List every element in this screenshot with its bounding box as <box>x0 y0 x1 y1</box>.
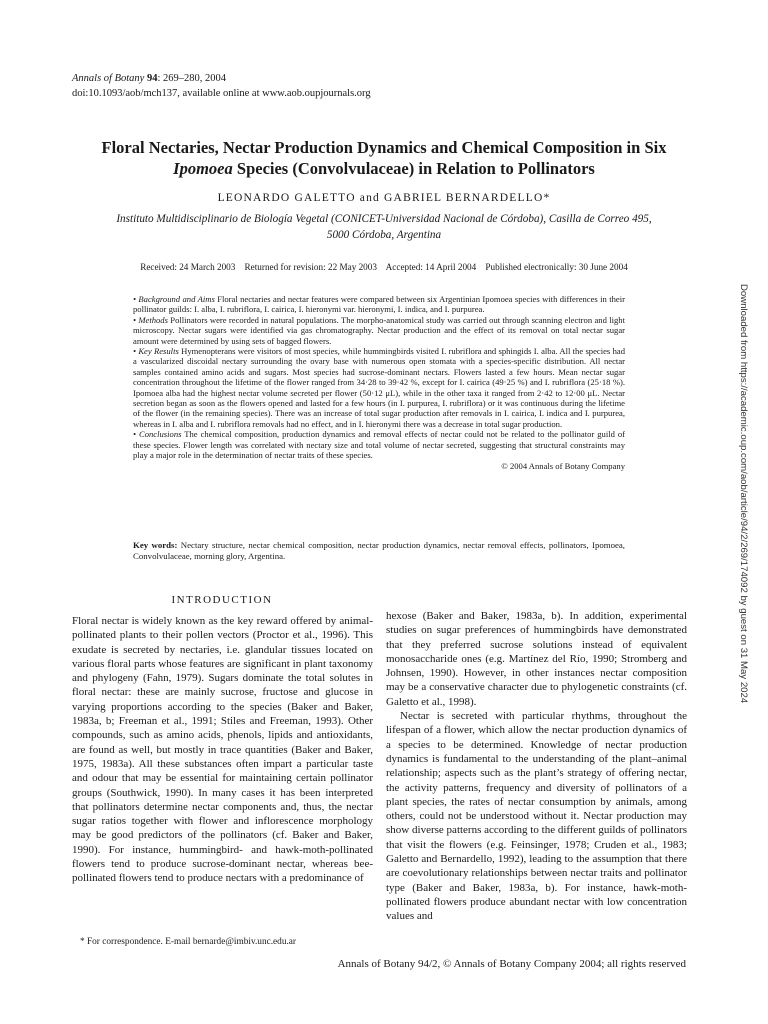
intro-paragraph-1-cont: hexose (Baker and Baker, 1983a, b). In addition, experimental studies on sugar preferences of hummingbirds have demonstrated that they preferred sucrose solutions instead of equivalent monosaccharide ones (e.g. Martínez del Río, 1990; Stromberg and Johnsen, 1990). However, in other instances nectar composition may be a conservative character due to phylogenetic constraints (cf. Galetto et al., 1998). <box>386 610 687 708</box>
keywords <box>133 540 625 562</box>
body-column-left <box>72 614 373 886</box>
download-watermark: Downloaded from https://academic.oup.com/aob/article/94/2/269/174092 by guest on 31 May 2024 <box>738 284 749 704</box>
author-list: LEONARDO GALETTO and GABRIEL BERNARDELLO* <box>217 192 551 204</box>
intro-paragraph-2: Nectar is secreted with particular rhythms, throughout the lifespan of a flower, which allow the nectar production dynamics of a species to be determined. Knowledge of nectar production dynamics is fundamental to the understanding of the plant–animal relationship; aspects such as the plant’s strategy of offering nectar, the activity patterns, frequency and diversity of pollinators of a plant species, the rates of nectar consumption by animals, among others, could not be understood without it. Nectar production may show diverse patterns according to the different guilds of pollinators that visit the flowers (e.g. Feinsinger, 1978; Cruden et al., 1983; Galetto and Bernardello, 1992), leading to the assumption that there are coevolutionary relationships between nectar traits and pollinator type (Baker and Baker, 1983a, b). For instance, hawk-moth-pollinated flowers produce abundant nectar with low concentration values and <box>386 710 687 923</box>
introduction-heading: INTRODUCTION <box>171 594 273 606</box>
abstract-methods <box>133 315 625 346</box>
abstract-copyright: © 2004 Annals of Botany Company <box>501 460 625 471</box>
abstract-conclusions-text: The chemical composition, production dynamics and removal effects of nectar could not be related to the pollinator guild of these species. Flower length was correlated with nectary size and total volume of nectar secreted, suggesting that structural constraints may play a major role in the determination of nectar traits of these species. <box>133 429 625 461</box>
title-genus: Ipomoea <box>173 159 233 178</box>
body-column-right <box>386 609 687 924</box>
doi-line: doi:10.1093/aob/mch137, available online at www.aob.oupjournals.org <box>72 88 371 99</box>
title-line-2 <box>60 158 708 179</box>
abstract <box>133 294 625 471</box>
journal-volume: 94 <box>146 73 158 84</box>
intro-paragraph-1: Floral nectar is widely known as the key reward offered by animal-pollinated plants to their pollen vectors (Proctor et al., 1996). This exudate is secreted by nectaries, i.e. glandular tissues located on various floral parts whose features are significant in plant taxonomy and phylogeny (Fahn, 1979). Sugars dominate the total solutes in floral nectar: these are mainly sucrose, fructose and glucose in varying proportions according to the species (Baker and Baker, 1983a, b; Freeman et al., 1991; Stiles and Freeman, 1993). Other compounds, such as amino acids, phenols, lipids and antioxidants, are found as well, but mostly in trace quantities (Baker and Baker, 1975, 1983a). All these substances often impart a particular taste and odour that may be essential for maintaining certain pollinator groups (Southwick, 1990). In many cases it has been interpreted that pollinators determine nectar components and, thus, the nectar sugar ratios together with flower and inflorescence morphology may be good predictors of the pollinators (cf. Baker and Baker, 1990). For instance, hummingbird- and hawk-moth-pollinated flowers tend to produce sucrose-dominant nectar, whereas bee-pollinated flowers tend to produce nectars with a predominance of <box>72 615 373 885</box>
abstract-results-heading: • Key Results <box>133 346 179 357</box>
affiliation-line-2: 5000 Córdoba, Argentina <box>326 229 442 241</box>
keywords-label: Key words: <box>133 540 178 550</box>
abstract-methods-text: Pollinators were recorded in natural populations. The morpho-anatomical study was carried out through scanning electron and light microscopy. Nectar sugars were identified via gas chromatography. Nectar production and the effect of its removal on total nectar sugar amount were determined by using sets of bagged flowers. <box>133 314 625 346</box>
title-line-2-rest: Species (Convolvulaceae) in Relation to Pollinators <box>232 159 595 178</box>
abstract-background-text: Floral nectaries and nectar features were compared between six Argentinian Ipomoea species with differences in their pollinator guilds: I. alba, I. rubriflora, I. cairica, I. hieronymi var. hieronymi, I. indica, and I. purpurea. <box>133 294 625 315</box>
abstract-conclusions-heading: • Conclusions <box>133 429 182 440</box>
abstract-background <box>133 294 625 315</box>
abstract-methods-heading: • Methods <box>133 314 168 325</box>
citation-line <box>72 71 371 86</box>
page-footer: Annals of Botany 94/2, © Annals of Botany Company 2004; all rights reserved <box>337 958 686 970</box>
correspondence-footnote: * For correspondence. E-mail bernarde@imbiv.unc.edu.ar <box>80 937 297 947</box>
keywords-text: Nectary structure, nectar chemical composition, nectar production dynamics, nectar removal effects, pollinators, Ipomoea, Convolvulaceae, morning glory, Argentina. <box>133 540 625 561</box>
title-line-1: Floral Nectaries, Nectar Production Dynamics and Chemical Composition in Six <box>101 138 667 157</box>
abstract-results <box>133 346 625 429</box>
journal-pages: : 269–280, 2004 <box>157 73 226 84</box>
journal-header <box>72 71 371 101</box>
publication-dates: Received: 24 March 2003 Returned for revision: 22 May 2003 Accepted: 14 April 2004 Published electronically: 30 June 2004 <box>140 262 628 272</box>
abstract-conclusions <box>133 429 625 460</box>
affiliation-line-1: Instituto Multidisciplinario de Biología Vegetal (CONICET-Universidad Nacional de Córdoba), Casilla de Correo 495, <box>116 213 652 225</box>
journal-name: Annals of Botany <box>72 73 145 84</box>
affiliation <box>60 211 708 243</box>
abstract-results-text: Hymenopterans were visitors of most species, while hummingbirds visited I. rubriflora and sphingids I. alba. All the species had a vascularized discoidal nectary surrounding the ovary base with numerous open stomata with a species-specific distribution. All nectar samples contained amino acids and sugars. Most species had sucrose-dominant nectars. Flowers lasted a few hours. Mean nectar sugar concentration throughout the lifetime of the flower ranged from 34·28 to 39·42 %, except for I. cairica (49·25 %) and I. rubriflora (25·18 %). Ipomoea alba had the highest nectar volume secreted per flower (50·12 μL), while in the other taxa it ranged from 2·42 to 12·00 μL. Nectar secretion began as soon as the flowers opened and lasted for a few hours (in I. purpurea, I. rubriflora) or it was continuous during the lifetime of the flower (in the remaining species). There was an increase of total sugar production after removals in I. cairica, I. indica and I. purpurea, whereas in I. alba and I. rubriflora removals had no effect, and in I. hieronymi there was a decrease in total sugar production. <box>133 346 625 429</box>
abstract-background-heading: • Background and Aims <box>133 294 215 304</box>
paper-title <box>60 137 708 179</box>
